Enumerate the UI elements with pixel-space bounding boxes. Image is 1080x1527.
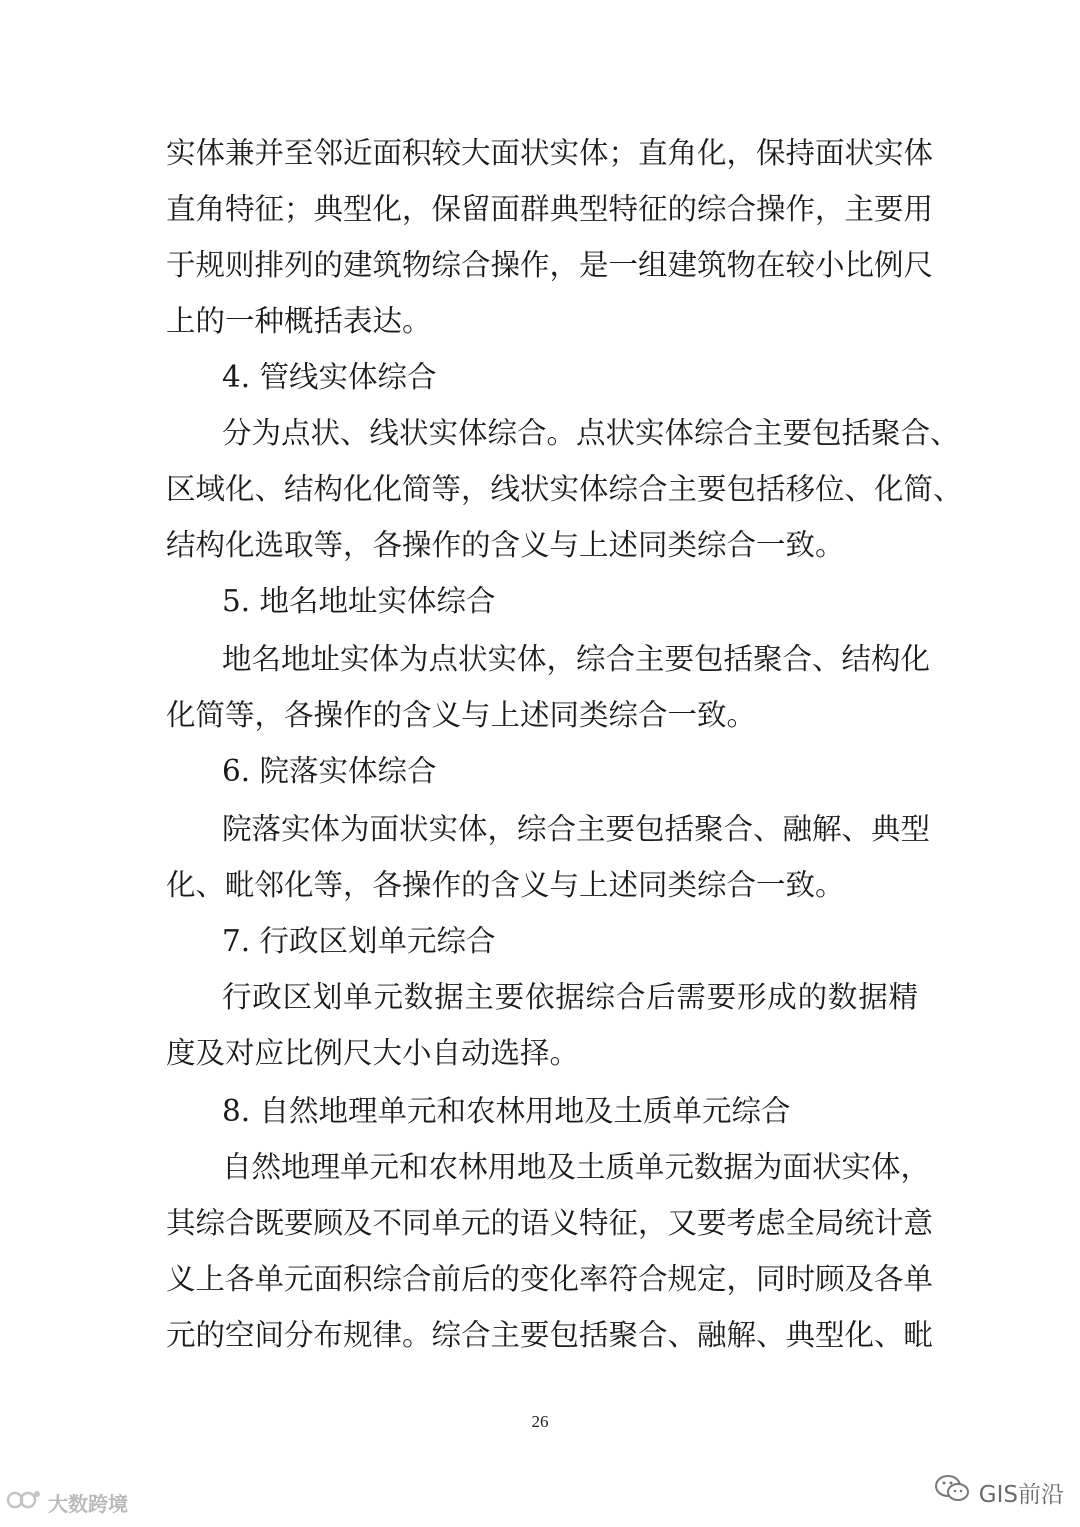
watermark-logo-icon [6, 1488, 42, 1517]
wechat-icon [933, 1473, 971, 1511]
watermark-left [6, 1488, 128, 1517]
body-line: 化简等，各操作的含义与上述同类综合一致。 [166, 698, 757, 732]
body-line: 于规则排列的建筑物综合操作，是一组建筑物在较小比例尺 [166, 248, 934, 282]
watermark-right [933, 1473, 1064, 1511]
body-line: 化、毗邻化等，各操作的含义与上述同类综合一致。 [166, 868, 845, 902]
page-number: 26 [531, 1412, 549, 1431]
watermark-left-text: 大数跨境 [48, 1492, 128, 1516]
body-line: 实体兼并至邻近面积较大面状实体；直角化，保持面状实体 [166, 136, 934, 170]
body-line: 分为点状、线状实体综合。点状实体综合主要包括聚合、 [222, 416, 960, 450]
section-heading: 4. 管线实体综合 [222, 360, 437, 394]
body-line: 区域化、结构化化简等，线状实体综合主要包括移位、化简、 [166, 472, 963, 506]
section-heading: 8. 自然地理单元和农林用地及土质单元综合 [222, 1094, 791, 1128]
body-line: 地名地址实体为点状实体，综合主要包括聚合、结构化 [222, 642, 931, 676]
body-line: 直角特征；典型化，保留面群典型特征的综合操作，主要用 [166, 192, 934, 226]
body-line: 结构化选取等，各操作的含义与上述同类综合一致。 [166, 528, 845, 562]
section-heading: 7. 行政区划单元综合 [222, 924, 496, 958]
body-line: 义上各单元面积综合前后的变化率符合规定，同时顾及各单 [166, 1262, 934, 1296]
body-line: 元的空间分布规律。综合主要包括聚合、融解、典型化、毗 [166, 1318, 934, 1352]
body-line: 院落实体为面状实体，综合主要包括聚合、融解、典型 [222, 812, 931, 846]
body-line: 度及对应比例尺大小自动选择。 [166, 1036, 580, 1070]
section-heading: 6. 院落实体综合 [222, 754, 437, 788]
body-line: 自然地理单元和农林用地及土质单元数据为面状实体， [222, 1150, 931, 1184]
body-line: 其综合既要顾及不同单元的语义特征，又要考虑全局统计意 [166, 1206, 934, 1240]
body-line: 行政区划单元数据主要依据综合后需要形成的数据精 [222, 980, 918, 1014]
body-line: 上的一种概括表达。 [166, 304, 432, 338]
watermark-right-text: GIS前沿 [978, 1481, 1064, 1508]
section-heading: 5. 地名地址实体综合 [222, 584, 496, 618]
